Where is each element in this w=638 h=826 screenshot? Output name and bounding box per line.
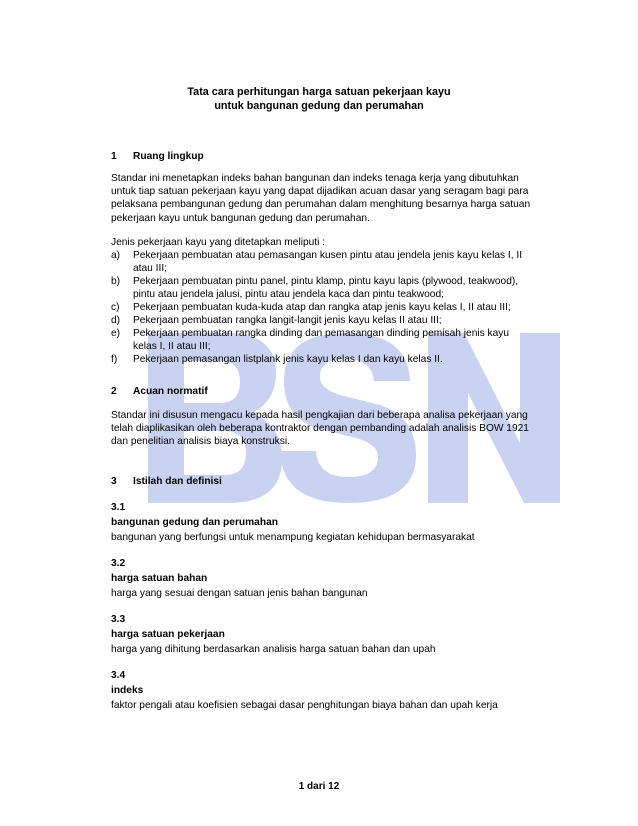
- definition-text: harga yang dihitung berdasarkan analisis harga satuan bahan dan upah: [111, 644, 436, 655]
- section-1-heading: Ruang lingkup: [133, 151, 204, 162]
- section-2-number: 2: [111, 386, 117, 397]
- definition-number: 3.4: [111, 670, 126, 681]
- section-2-heading: Acuan normatif: [133, 386, 208, 397]
- paragraph-line: untuk tiap satuan pekerjaan kayu yang dapat dijadikan acuan dasar yang seragam bagi para: [111, 186, 529, 198]
- list-item-text: [133, 327, 557, 353]
- document-title-line2: untuk bangunan gedung dan perumahan: [214, 100, 424, 112]
- definition-text: faktor pengali atau koefisien sebagai dasar penghitungan biaya bahan dan upah kerja: [111, 700, 498, 711]
- section-3-heading: Istilah dan definisi: [133, 476, 222, 487]
- definition-term: indeks: [111, 685, 144, 696]
- paragraph-line: pelaksana pembangunan gedung dan perumahan dalam menghitung besarnya harga satuan: [111, 199, 531, 211]
- list-marker: b): [111, 276, 121, 287]
- list-marker: f): [111, 354, 118, 365]
- list-item-text: [133, 275, 557, 301]
- list-marker: c): [111, 302, 120, 313]
- list-item-line: Pekerjaan pembuatan rangka langit-langit jenis kayu kelas II atau III;: [133, 315, 442, 326]
- page-number: 1 dari 12: [298, 781, 340, 792]
- list-intro: Jenis pekerjaan kayu yang ditetapkan meliputi :: [111, 237, 326, 248]
- paragraph-line: dan penelitian analisis biaya konstruksi.: [111, 436, 290, 448]
- section-1-paragraph: [111, 172, 557, 225]
- list-item-line: kelas I, II atau III;: [133, 341, 211, 353]
- definition-term: bangunan gedung dan perumahan: [111, 517, 278, 528]
- paragraph-line: pekerjaan kayu untuk bangunan gedung dan perumahan.: [111, 212, 370, 224]
- definition-text: bangunan yang berfungsi untuk menampung kegiatan kehidupan bermasyarakat: [111, 532, 475, 543]
- definition-term: harga satuan pekerjaan: [111, 629, 225, 640]
- list-item-text: [133, 314, 557, 327]
- list-item-text: [133, 249, 557, 275]
- definition-number: 3.3: [111, 614, 126, 625]
- definition-text: harga yang sesuai dengan satuan jenis bahan bangunan: [111, 588, 368, 599]
- list-item-line: Pekerjaan pembuatan rangka dinding dan pemasangan dinding pemisah jenis kayu: [133, 328, 510, 339]
- list-marker: e): [111, 328, 121, 339]
- list-item-line: Pekerjaan pembuatan pintu panel, pintu klamp, pintu kayu lapis (plywood, teakwood),: [133, 276, 519, 287]
- list-marker: d): [111, 315, 121, 326]
- paragraph-line: telah diaplikasikan oleh beberapa kontraktor dengan pembanding adalah analisis BOW 1921: [111, 423, 529, 435]
- list-item-text: [133, 353, 557, 366]
- list-item-line: atau III;: [133, 263, 167, 275]
- paragraph-line: Standar ini menetapkan indeks bahan bangunan dan indeks tenaga kerja yang dibutuhkan: [111, 173, 519, 184]
- list-item-line: Pekerjaan pemasangan listplank jenis kayu kelas I dan kayu kelas II.: [133, 354, 443, 365]
- definition-term: harga satuan bahan: [111, 573, 208, 584]
- paragraph-line: Standar ini disusun mengacu kepada hasil pengkajian dari beberapa analisa pekerjaan yang: [111, 410, 528, 421]
- list-item-line: Pekerjaan pembuatan atau pemasangan kusen pintu atau jendela jenis kayu kelas I, II: [133, 250, 523, 261]
- section-1-number: 1: [111, 151, 117, 162]
- definition-number: 3.1: [111, 502, 126, 513]
- list-marker: a): [111, 250, 121, 261]
- definition-number: 3.2: [111, 558, 126, 569]
- section-2-paragraph: [111, 409, 557, 449]
- section-3-number: 3: [111, 476, 117, 487]
- list-item-text: [133, 301, 557, 314]
- list-item-line: Pekerjaan pembuatan kuda-kuda atap dan rangka atap jenis kayu kelas I, II atau III;: [133, 302, 511, 313]
- list-item-line: pintu atau jendela jalusi, pintu atau jendela kaca dan pintu teakwood;: [133, 289, 444, 301]
- document-title-line1: Tata cara perhitungan harga satuan pekerjaan kayu: [187, 86, 451, 98]
